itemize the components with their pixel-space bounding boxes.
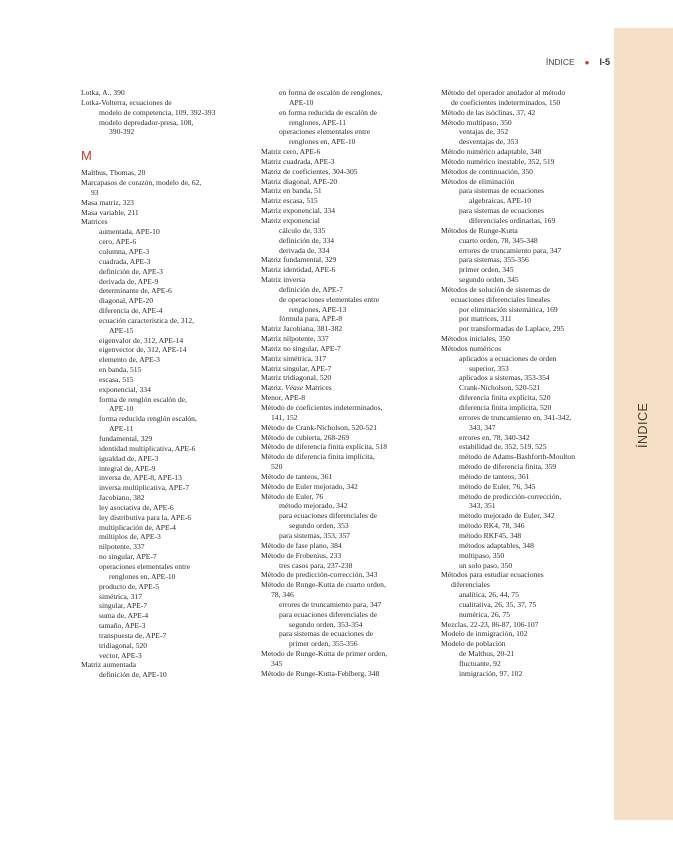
index-entry: diferenciales <box>451 580 490 590</box>
index-entry: definición de, APE-10 <box>99 670 167 680</box>
index-entry: APE-10 <box>109 404 134 414</box>
index-entry: producto de, APE-5 <box>99 581 160 591</box>
index-entry: 345 <box>271 658 283 668</box>
index-entry: diferencia finita implícita, 520 <box>459 403 552 412</box>
index-entry: segundo orden, 345 <box>459 275 519 285</box>
index-entry: errores de truncamiento para, 347 <box>279 599 382 609</box>
index-entry: diferencia de, APE-4 <box>99 306 163 316</box>
index-entry: APE-10 <box>289 97 314 107</box>
running-header <box>430 55 610 69</box>
index-entry: segundo orden, 353 <box>289 521 349 531</box>
index-entry: analítica, 26, 44, 75 <box>459 590 519 600</box>
index-entry: integral de, APE-9 <box>99 463 156 473</box>
index-entry: en forma de escalón de renglones, <box>279 88 383 97</box>
index-entry: inversa de, APE-8, APE-13 <box>99 473 182 483</box>
index-entry: Método del operador anulador al método <box>441 88 566 97</box>
index-entry: Lotka, A., 390 <box>81 88 125 97</box>
index-entry: operaciones elementales entre <box>279 127 371 137</box>
index-entry: modelo depredador-presa, 108, <box>99 117 194 127</box>
index-entry: método de predicción-corrección, <box>459 491 562 501</box>
index-entry: igualdad de, APE-3 <box>99 453 159 463</box>
index-entry: Método de fase plano, 384 <box>261 540 342 550</box>
index-entry: cuarto orden, 78, 345-348 <box>459 235 538 245</box>
index-entry: numérica, 26, 75 <box>459 609 511 619</box>
index-entry: Matriz identidad, APE-6 <box>261 265 336 275</box>
index-entry: para sistemas, 353, 357 <box>279 530 351 540</box>
index-entry: método de Euler, 76, 345 <box>459 481 536 491</box>
index-entry: Crank-Nicholson, 520-521 <box>459 383 541 393</box>
index-entry: forma reducida renglón escalón, <box>99 414 197 424</box>
index-entry: Métodos de Runge-Kutta <box>441 225 518 235</box>
index-column-1 <box>81 88 251 680</box>
index-entry: forma de renglón escalón de, <box>99 394 187 404</box>
index-entry: Método de coeficientes indeterminados, <box>261 403 383 412</box>
index-entry: modelo de competencia, 109, 392-393 <box>99 107 216 117</box>
index-entry: Matriz cero, APE-6 <box>261 147 321 157</box>
index-entry: ecuación característica de, 312, <box>99 315 195 325</box>
index-entry: eigenvalor de, 312, APE-14 <box>99 335 184 345</box>
index-entry: determinante de, APE-6 <box>99 286 172 296</box>
index-entry: Método de Runge-Kutta de cuarto orden, <box>261 580 386 590</box>
index-entry: Matriz singular, APE-7 <box>261 363 332 373</box>
index-entry: Métodos para estudiar ecuaciones <box>441 570 544 580</box>
index-entry: singular, APE-7 <box>99 601 148 611</box>
index-entry: diferencia finita explícita, 520 <box>459 393 551 403</box>
index-entry: nilpotente, 337 <box>99 542 145 552</box>
index-entry: para sistemas, 355-356 <box>459 255 529 265</box>
index-entry: Malthus, Thomas, 20 <box>81 168 146 178</box>
index-entry: simétrica, 317 <box>99 591 143 601</box>
index-entry: Lotka-Volterra, ecuaciones de <box>81 97 172 107</box>
index-entry: de operaciones elementales entre <box>279 294 380 304</box>
index-entry: Métodos de solución de sistemas de <box>441 284 551 294</box>
index-entry: Matriz cuadrada, APE-3 <box>261 156 335 166</box>
index-entry: en forma reducida de escalón de <box>279 107 378 117</box>
index-entry: renglones, APE-13 <box>289 304 347 314</box>
index-entry: método mejorado de Euler, 342 <box>459 511 555 521</box>
index-entry: ecuaciones diferenciales lineales <box>451 294 551 304</box>
index-entry: en banda, 515 <box>99 365 142 375</box>
index-entry: Método de diferencia finita explícita, 518 <box>261 442 388 452</box>
index-entry: ley asociativa de, APE-6 <box>99 502 174 512</box>
index-entry: renglones en, APE-10 <box>289 137 356 147</box>
index-entry: tres casos para, 237-238 <box>279 560 353 570</box>
index-entry: derivada de, APE-9 <box>99 276 159 286</box>
index-entry: 93 <box>91 187 99 197</box>
index-entry: definición de, 334 <box>279 235 335 245</box>
index-entry: Método de Euler, 76 <box>261 491 324 501</box>
index-entry: 141, 152 <box>271 412 298 422</box>
index-entry: Método de Euler mejorado, 342 <box>261 481 358 491</box>
index-entry: Matriz simétrica, 317 <box>261 353 327 363</box>
index-entry: Matriz fundamental, 329 <box>261 255 337 265</box>
index-entry: Matriz de coeficientes, 304-305 <box>261 166 358 176</box>
index-entry: por transformadas de Laplace, 295 <box>459 324 565 334</box>
index-entry: Método multipaso, 350 <box>441 117 512 127</box>
index-entry: multipaso, 350 <box>459 550 505 560</box>
index-entry: método de diferencia finita, 359 <box>459 462 557 472</box>
index-entry: renglones, APE-11 <box>289 117 347 127</box>
index-entry: multiplicación de, APE-4 <box>99 522 176 532</box>
index-entry: primer orden, 355-356 <box>289 639 358 649</box>
index-entry: Matriz nilpotente, 337 <box>261 334 329 344</box>
index-entry: Matriz. Véase Matrices <box>261 383 332 393</box>
index-entry: por eliminación sistemática, 169 <box>459 304 558 314</box>
index-entry: Método de diferencia finita implícita, <box>261 452 375 462</box>
index-entry: derivada de, 334 <box>279 245 330 255</box>
page-number: I-5 <box>599 57 610 67</box>
index-entry: método de tanteos, 361 <box>459 471 530 481</box>
index-column-2 <box>261 88 433 679</box>
index-entry: método RKF45, 348 <box>459 530 522 540</box>
index-entry: fluctuante, 92 <box>459 658 501 668</box>
index-entry: de coeficientes indeterminados, 150 <box>451 97 561 107</box>
index-entry: suma de, APE-4 <box>99 611 149 621</box>
index-entry: estabilidad de, 352, 519, 525 <box>459 442 547 452</box>
index-entry: fórmula para, APE-8 <box>279 314 343 324</box>
index-entry: Método de tanteos, 361 <box>261 471 333 481</box>
index-entry: APE-11 <box>109 424 134 434</box>
index-entry: para sistemas de ecuaciones de <box>279 629 374 639</box>
index-entry: Matriz inversa <box>261 275 306 285</box>
index-entry: Modelo de inmigración, 102 <box>441 629 528 639</box>
index-entry: Método de las isóclinas, 37, 42 <box>441 107 536 117</box>
index-entry: errores de truncamiento en, 341-342, <box>459 412 572 422</box>
index-entry: 78, 346 <box>271 590 294 600</box>
index-entry: exponencial, 334 <box>99 384 151 394</box>
index-entry: Matrices <box>81 217 108 227</box>
index-entry: Matriz Jacobiana, 381-382 <box>261 324 343 334</box>
index-entry: elemento de, APE-3 <box>99 355 160 365</box>
index-entry: Método numérico inestable, 352, 519 <box>441 156 555 166</box>
index-entry: cuadrada, APE-3 <box>99 256 151 266</box>
index-entry: aumentada, APE-10 <box>99 227 160 237</box>
index-entry: eigenvector de, 312, APE-14 <box>99 345 187 355</box>
index-entry: Matriz diagonal, APE-20 <box>261 176 338 186</box>
index-entry: Método de Frobenius, 233 <box>261 550 342 560</box>
entries-l <box>81 88 251 137</box>
index-entry: métodos adaptables, 348 <box>459 540 534 550</box>
index-entry: columna, APE-3 <box>99 246 150 256</box>
index-entry: inmigración, 97, 102 <box>459 668 523 678</box>
index-entry: Jacobiano, 382 <box>99 493 145 503</box>
index-entry: diferenciales ordinarias, 169 <box>469 215 556 225</box>
index-entry: para sistemas de ecuaciones <box>459 186 544 196</box>
index-entry: método RK4, 78, 346 <box>459 521 525 531</box>
index-entry: 343, 351 <box>469 501 496 511</box>
entries-m-cont <box>261 88 433 679</box>
index-entry: diagonal, APE-20 <box>99 296 153 306</box>
index-entry: Matriz exponencial <box>261 215 320 225</box>
index-entry: para ecuaciones diferenciales de <box>279 511 378 521</box>
index-entry: primer orden, 345 <box>459 265 514 275</box>
index-entry: algebraicas, APE-10 <box>469 196 531 206</box>
index-entry: método mejorado, 342 <box>279 501 348 511</box>
index-entry: desventajas de, 353 <box>459 137 519 147</box>
index-entry: 343, 347 <box>469 422 496 432</box>
bullet-icon: ● <box>584 57 590 67</box>
index-entry: definición de, APE-7 <box>279 284 343 294</box>
index-entry: Modelo de población <box>441 639 506 649</box>
index-entry: renglones en, APE-10 <box>109 571 176 581</box>
index-entry: Matriz en banda, 51 <box>261 186 322 196</box>
index-entry: Mezclas, 22-23, 86-87, 106-107 <box>441 619 539 629</box>
index-entry: Métodos iniciales, 350 <box>441 334 510 344</box>
index-entry: segundo orden, 353-354 <box>289 619 363 629</box>
index-entry: múltiplos de, APE-3 <box>99 532 161 542</box>
header-section: ÍNDICE <box>545 57 575 67</box>
index-entry: Métodos numéricos <box>441 343 502 353</box>
index-entry: método de Adams-Bashforth-Moulton <box>459 452 576 462</box>
index-entry: Métodos de eliminación <box>441 176 515 186</box>
index-entry: ley distributiva para la, APE-6 <box>99 512 192 522</box>
index-entry: definición de, APE-3 <box>99 266 163 276</box>
index-entry: errores de truncamiento para, 347 <box>459 245 562 255</box>
index-entry: 520 <box>271 462 283 472</box>
index-entry: aplicados a ecuaciones de orden <box>459 353 557 363</box>
index-entry: Método de predicción-corrección, 343 <box>261 570 378 580</box>
entries-m-cont-2 <box>441 88 613 679</box>
index-entry: Métodos de continuación, 350 <box>441 166 533 176</box>
index-entry: aplicados a sistemas, 353-354 <box>459 373 550 383</box>
index-entry: de Malthus, 20-21 <box>459 649 515 659</box>
index-entry: tamaño, APE-3 <box>99 621 146 631</box>
index-entry: Masa variable, 211 <box>81 207 139 217</box>
index-entry: cálculo de, 335 <box>279 225 326 235</box>
index-column-3 <box>441 88 613 679</box>
index-entry: no singular, APE-7 <box>99 552 157 562</box>
entries-m <box>81 168 251 680</box>
index-entry: Marcapasos de corazón, modelo de, 62, <box>81 178 202 188</box>
index-entry: Matriz escasa, 515 <box>261 196 318 206</box>
index-entry: para sistemas de ecuaciones <box>459 206 544 216</box>
index-entry: Matriz tridiagonal, 520 <box>261 373 332 383</box>
index-entry: transpuesta de, APE-7 <box>99 630 167 640</box>
index-entry: Matriz exponencial, 334 <box>261 206 336 216</box>
index-entry: APE-15 <box>109 325 134 335</box>
index-entry: Método de cubierta, 268-269 <box>261 432 350 442</box>
index-entry: fundamental, 329 <box>99 434 153 443</box>
index-entry: para ecuaciones diferenciales de <box>279 609 378 619</box>
index-entry: Método de Crank-Nicholson, 520-521 <box>261 422 377 432</box>
index-entry: operaciones elementales entre <box>99 561 191 571</box>
index-entry: identidad multiplicativa, APE-6 <box>99 443 196 453</box>
index-entry: Matriz no singular, APE-7 <box>261 343 341 353</box>
side-tab-label: ÍNDICE <box>636 402 650 448</box>
index-entry: inversa multiplicativa, APE-7 <box>99 483 190 493</box>
index-entry: Metodo de Runge-Kutta de primer orden, <box>261 649 388 659</box>
index-entry: escasa, 515 <box>99 374 134 384</box>
index-entry: por matrices, 311 <box>459 314 512 324</box>
index-entry: un solo paso, 350 <box>459 560 513 570</box>
index-entry: vector, APE-3 <box>99 650 142 660</box>
index-entry: Menor, APE-8 <box>261 393 305 403</box>
index-entry: 390-392 <box>109 127 135 137</box>
index-entry: Matriz aumentada <box>81 660 137 670</box>
index-entry: errores en, 78, 340-342 <box>459 432 530 442</box>
section-letter-m: M <box>81 148 92 164</box>
index-entry: ventajas de, 352 <box>459 127 509 137</box>
index-entry: Método de Runge-Kutta-Fehlberg, 348 <box>261 668 380 678</box>
index-entry: tridiagonal, 520 <box>99 640 148 650</box>
index-entry: Método numérico adaptable, 348 <box>441 147 542 157</box>
index-entry: Masa matriz, 323 <box>81 197 134 207</box>
index-entry: superior, 353 <box>469 363 509 373</box>
index-entry: cualitativa, 26, 35, 37, 75 <box>459 599 537 609</box>
index-entry: cero, APE-6 <box>99 237 137 247</box>
